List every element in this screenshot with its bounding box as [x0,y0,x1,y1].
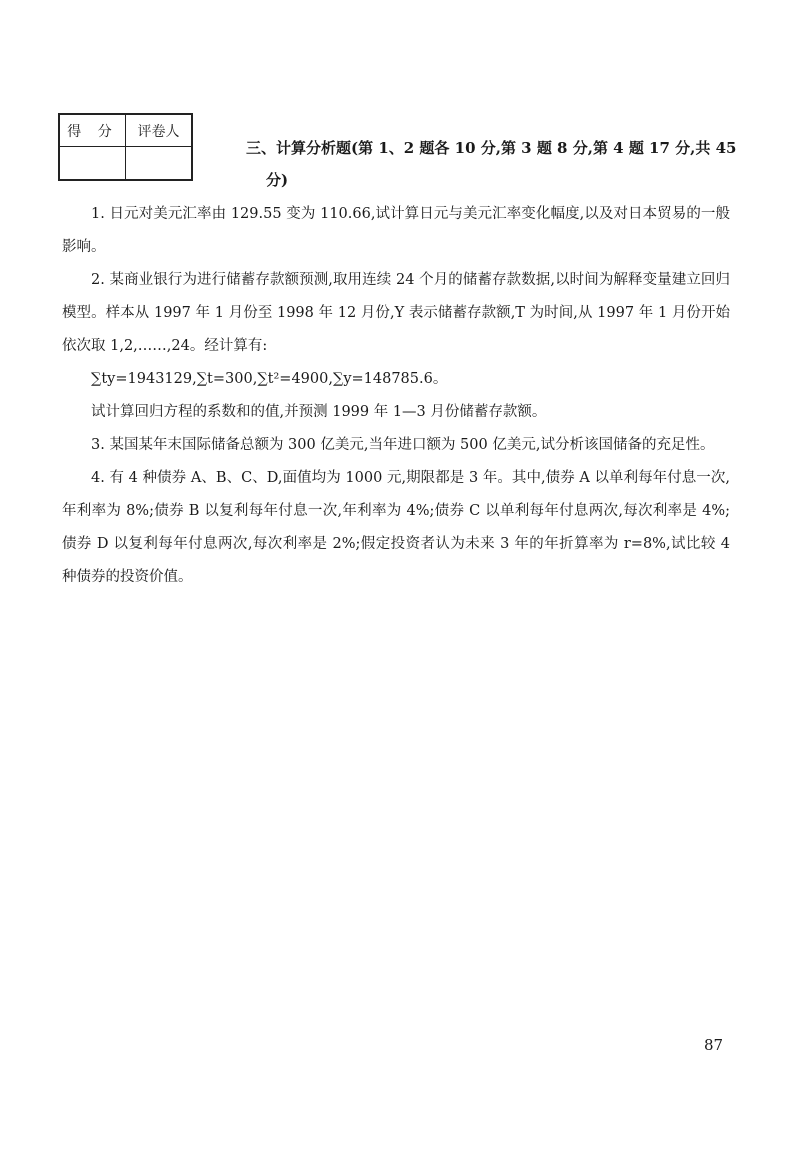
section-title-line2: 分) [266,171,289,189]
section-title-line1: 三、计算分析题(第 1、2 题各 10 分,第 3 题 8 分,第 4 题 17 分,共 45 [246,139,737,157]
question-2-formula: ∑ty=1943129,∑t=300,∑t²=4900,∑y=148785.6。 [91,371,448,387]
score-box [58,113,193,181]
question-list [62,198,730,594]
question-3: 3. 某国某年末国际储备总额为 300 亿美元,当年进口额为 500 亿美元,试分析该国储备的充足性。 [91,437,715,453]
question-2: 2. 某商业银行为进行储蓄存款额预测,取用连续 24 个月的储蓄存款数据,以时间为解释变量建立回归模型。样本从 1997 年 1 月份至 1998 年 12 月份,Y 表示储蓄存款额,T 为时间,从 1997 年 1 月份开始依次取 1,2,……,24。经计算有: [62,272,730,354]
score-header: 得 分 [60,115,126,147]
page-number: 87 [704,1036,724,1054]
grader-blank-cell[interactable] [126,147,191,179]
grader-header: 评卷人 [126,115,191,147]
score-blank-cell[interactable] [60,147,126,179]
question-4: 4. 有 4 种债券 A、B、C、D,面值均为 1000 元,期限都是 3 年。其中,债券 A 以单利每年付息一次,年利率为 8%;债券 B 以复利每年付息一次,年利率为 4%;债券 C 以单利每年付息两次,每次利率是 4%;债券 D 以复利每年付息两次,每次利率是 2%;假定投资者认为未来 3 年的年折算率为 r=8%,试比较 4 种债券的投资价值。 [62,470,730,585]
section-title [246,132,746,196]
question-2-task: 试计算回归方程的系数和的值,并预测 1999 年 1—3 月份储蓄存款额。 [91,404,547,420]
question-1: 1. 日元对美元汇率由 129.55 变为 110.66,试计算日元与美元汇率变化幅度,以及对日本贸易的一般影响。 [62,206,730,255]
